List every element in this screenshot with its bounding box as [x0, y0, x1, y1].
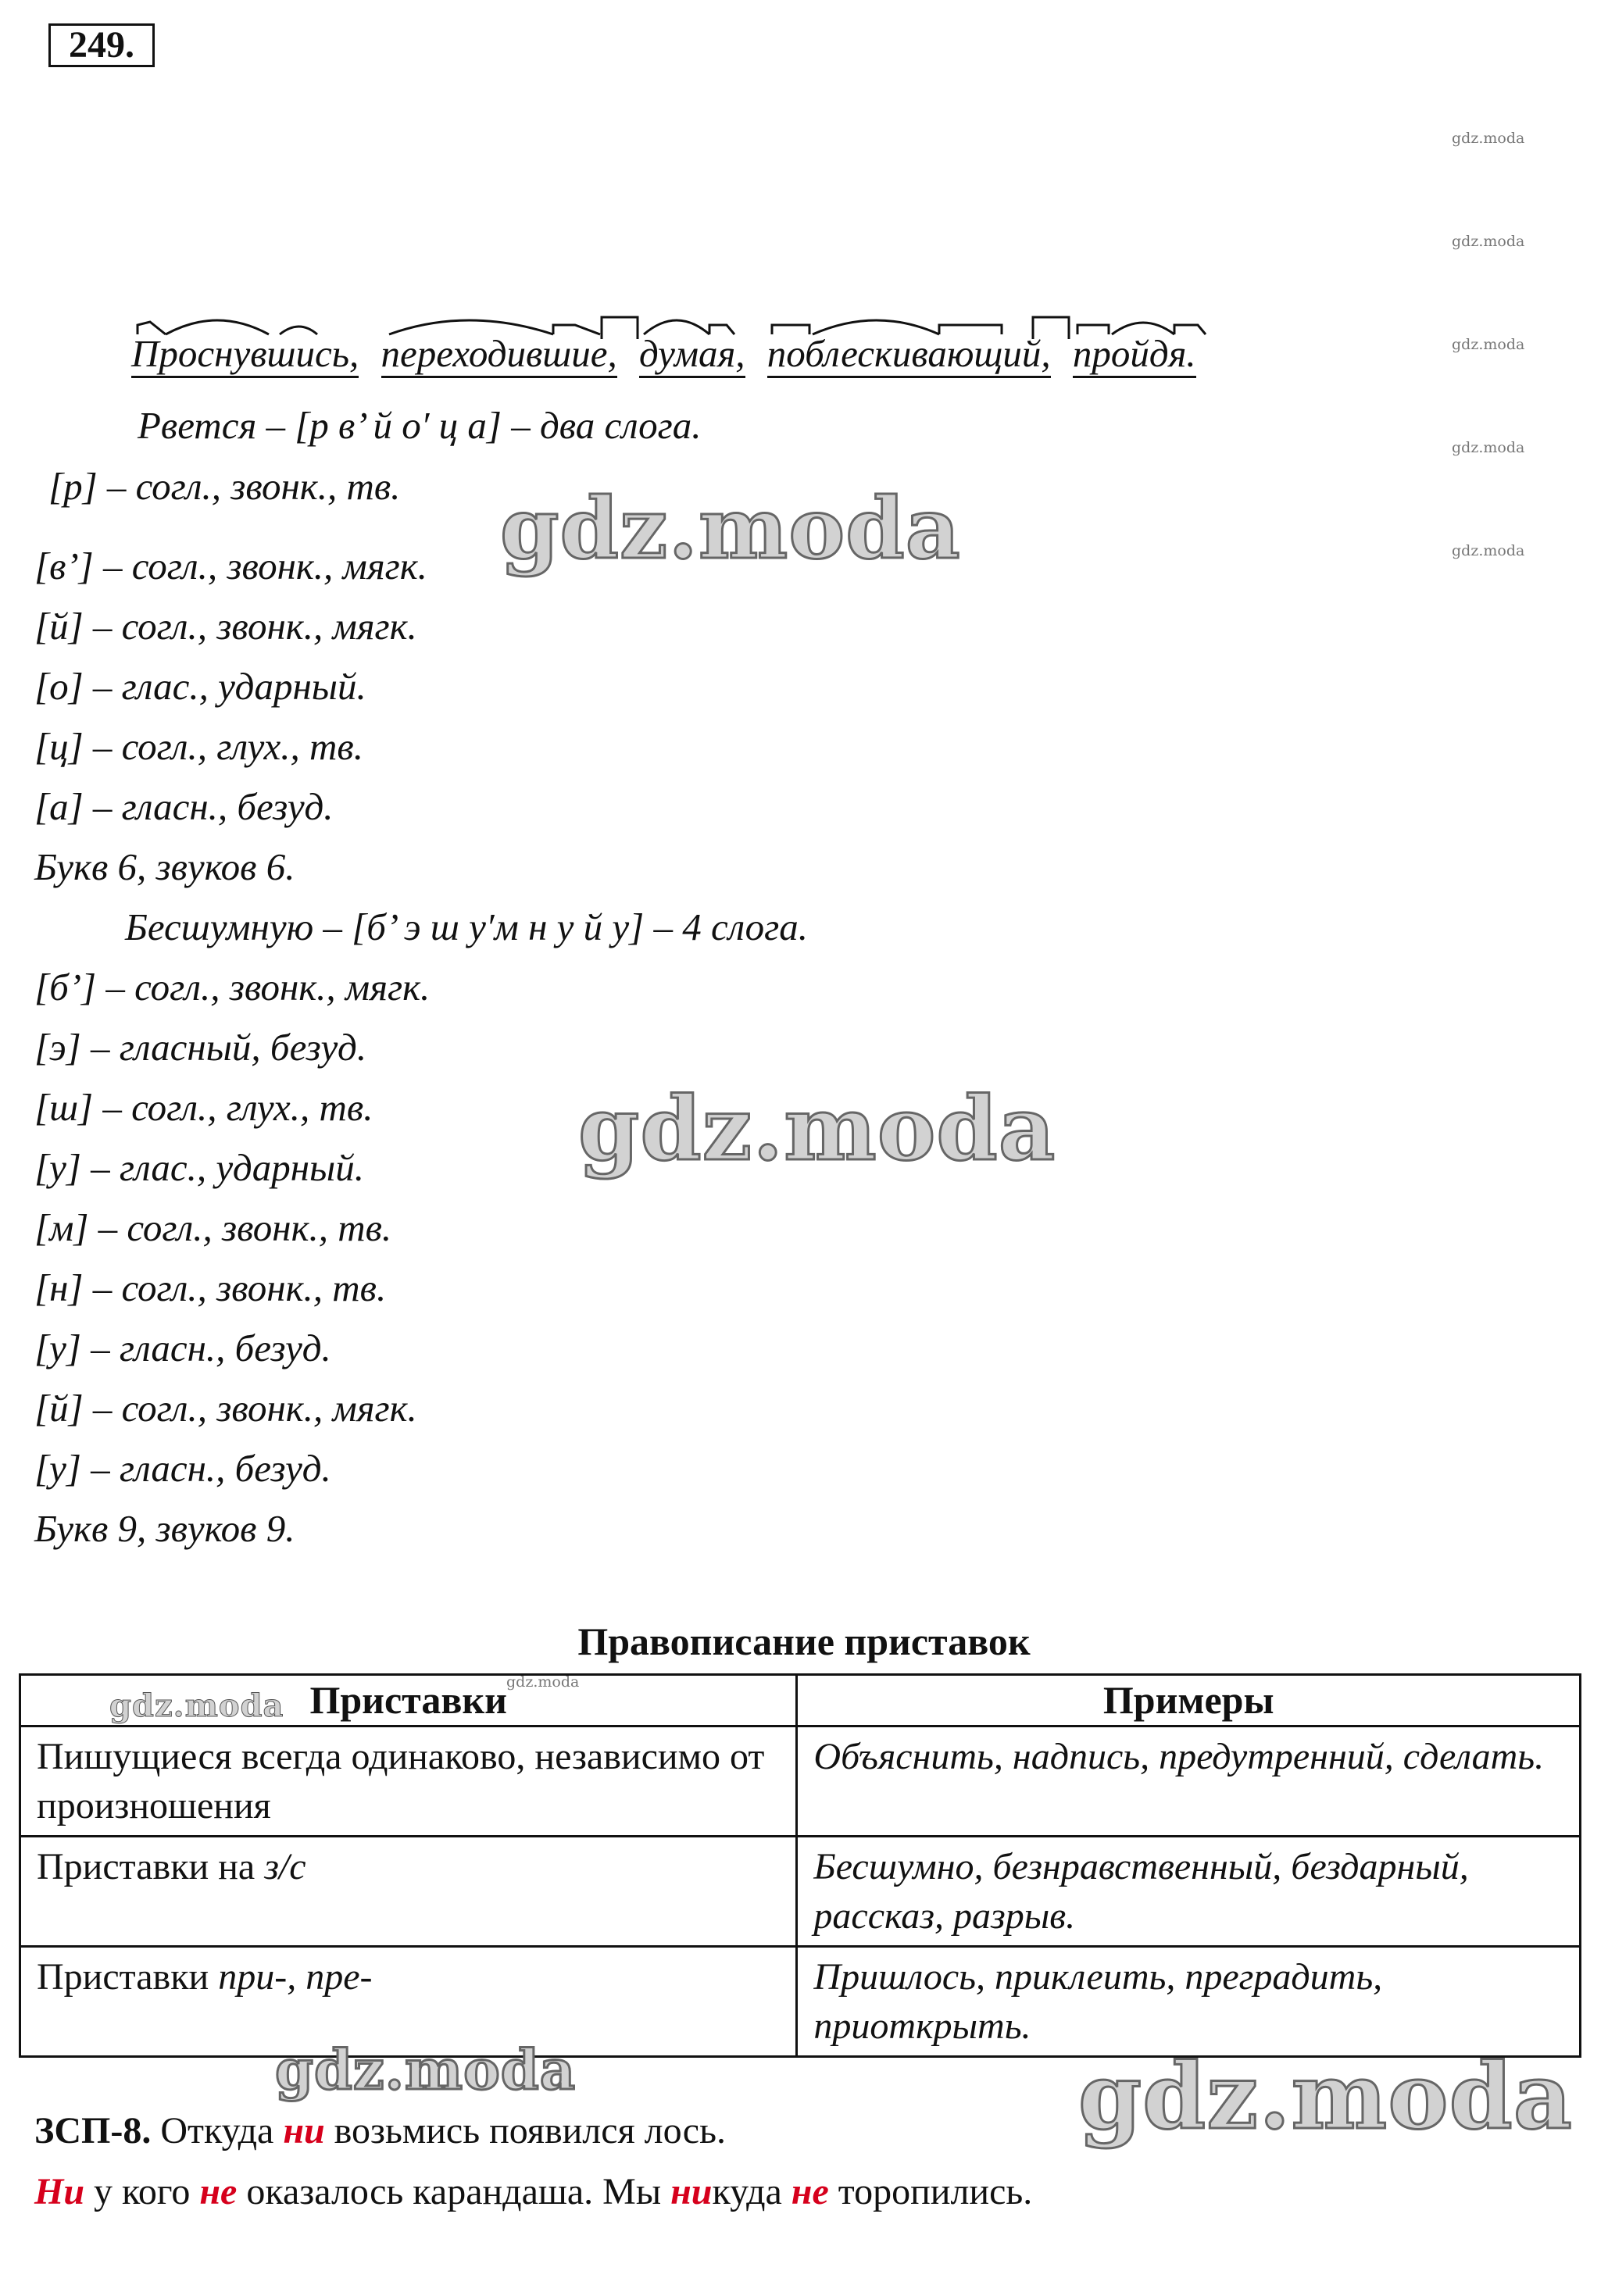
particle-highlight: не [199, 2171, 238, 2212]
sound-line: [у] – гласн., безуд. [34, 1447, 331, 1490]
cell-text-italic: при-, пре- [218, 1956, 373, 1998]
zsp-text: возьмись появился лось. [324, 2110, 726, 2151]
sound-line: [э] – гласный, безуд. [34, 1026, 367, 1069]
word1-summary: Букв 6, звуков 6. [34, 845, 295, 888]
zsp-label: ЗСП-8. [34, 2110, 152, 2151]
word-text: Проснувшись, [131, 332, 359, 375]
table-cell: Объяснить, надпись, предутренний, сделать. [797, 1726, 1581, 1837]
particle-highlight: ни [283, 2110, 325, 2151]
table-row [20, 1726, 1581, 1837]
cell-text: Приставки на [37, 1846, 265, 1887]
column-header: Приставки [20, 1675, 797, 1726]
word-text: пройдя. [1072, 332, 1196, 375]
sound-line: [й] – согл., звонк., мягк. [34, 605, 417, 648]
particle-highlight: не [791, 2171, 829, 2212]
word-text: переходившие, [381, 332, 617, 375]
sound-line: [о] – глас., ударный. [34, 665, 366, 708]
word2-header: Бесшумную – [б’ э ш у′м н у й у] – 4 слога. [125, 905, 809, 948]
watermark-small: gdz.moda [1452, 542, 1525, 559]
sound-line: [ш] – согл., глух., тв. [34, 1086, 373, 1129]
zsp-text: куда [712, 2171, 791, 2212]
morpheme-marks [639, 308, 764, 339]
cell-text-italic: з/с [264, 1846, 306, 1887]
zsp-line-1 [34, 2109, 726, 2152]
word-item [639, 331, 745, 378]
sound-line: [р] – согл., звонк., тв. [48, 465, 401, 508]
particle-highlight: ни [670, 2171, 713, 2212]
zsp-line-2 [34, 2170, 1032, 2213]
word-item [767, 331, 1051, 378]
sound-line: [м] – согл., звонк., тв. [34, 1206, 392, 1249]
sound-line: [й] – согл., звонк., мягк. [34, 1387, 417, 1430]
watermark-medium: gdz.moda [109, 1687, 284, 1724]
watermark-small: gdz.moda [1452, 336, 1525, 353]
table-title: Правописание приставок [577, 1619, 1031, 1663]
sound-line: [у] – глас., ударный. [34, 1146, 364, 1189]
words-line [131, 331, 1209, 378]
table-row [20, 1837, 1581, 1947]
morpheme-marks [1073, 308, 1229, 339]
morpheme-marks [381, 308, 663, 339]
exercise-number: 249. [48, 23, 155, 67]
particle-highlight: Ни [34, 2171, 85, 2212]
zsp-text: Откуда [151, 2110, 284, 2151]
word-item [381, 331, 617, 378]
table-cell: Бесшумно, безнравственный, бездарный, рассказ, разрыв. [797, 1837, 1581, 1947]
sound-line: [б’] – согл., звонк., мягк. [34, 966, 431, 1009]
word-item [1073, 331, 1196, 378]
sound-line: [а] – гласн., безуд. [34, 785, 334, 828]
table-cell [20, 1726, 797, 1837]
word-text: поблескивающий, [766, 332, 1051, 375]
prefix-rules-table [19, 1673, 1581, 2058]
watermark-large: gdz.moda [500, 480, 961, 578]
sound-line: [у] – гласн., безуд. [34, 1327, 331, 1369]
zsp-text: оказалось карандаша. Мы [237, 2171, 671, 2212]
word-item [131, 331, 359, 378]
zsp-text: торопились. [828, 2171, 1033, 2212]
word2-summary: Букв 9, звуков 9. [34, 1507, 295, 1550]
watermark-small: gdz.moda [1452, 233, 1525, 250]
word-text: думая, [639, 332, 745, 375]
sound-line: [н] – согл., звонк., тв. [34, 1266, 387, 1309]
table-cell: Пришлось, приклеить, преградить, приоткрыть. [797, 1947, 1581, 2057]
word1-header: Рвется – [р в’ й о′ ц а] – два слога. [138, 404, 702, 447]
watermark-small: gdz.moda [1452, 439, 1525, 456]
cell-text: Пишущиеся всегда одинаково, независимо от произношения [37, 1736, 765, 1826]
sound-line: [ц] – согл., глух., тв. [34, 725, 363, 768]
watermark-small: gdz.moda [1452, 130, 1525, 147]
watermark-large: gdz.moda [1078, 2044, 1573, 2150]
watermark-large: gdz.moda [275, 2037, 577, 2102]
zsp-text: у кого [84, 2171, 200, 2212]
table-cell [20, 1837, 797, 1947]
watermark-small: gdz.moda [506, 1673, 580, 1691]
table-row [20, 1947, 1581, 2057]
morpheme-marks [131, 308, 381, 339]
watermark-large: gdz.moda [578, 1078, 1056, 1180]
column-header: Примеры [797, 1675, 1581, 1726]
morpheme-marks [767, 308, 1095, 339]
sound-line: [в’] – согл., звонк., мягк. [34, 545, 427, 587]
cell-text: Приставки [37, 1956, 219, 1998]
